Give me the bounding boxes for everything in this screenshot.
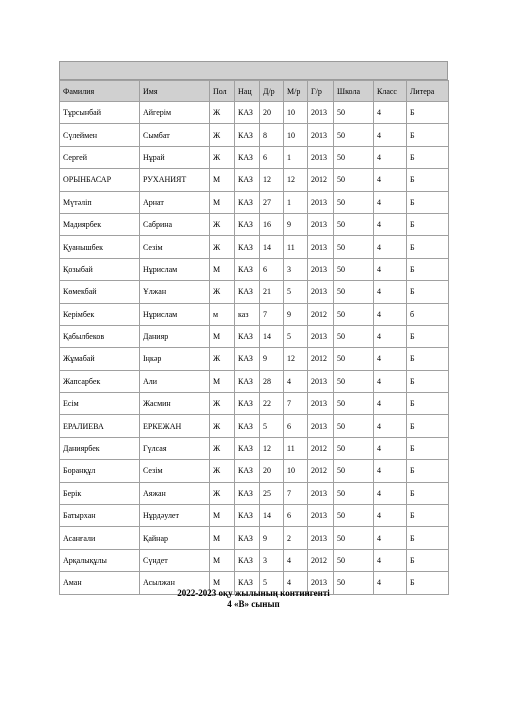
table-row [60, 393, 449, 415]
cell-letter: Б [407, 102, 449, 124]
cell-birth-month: 5 [284, 281, 308, 303]
cell-birth-year: 2013 [308, 146, 334, 168]
cell-birth-month: 4 [284, 549, 308, 571]
cell-gender: Ж [210, 124, 235, 146]
cell-grade: 4 [374, 437, 407, 459]
cell-letter: Б [407, 281, 449, 303]
cell-birth-year: 2013 [308, 213, 334, 235]
cell-gender: М [210, 527, 235, 549]
cell-surname: Көмекбай [60, 281, 140, 303]
cell-birth-day: 5 [260, 572, 284, 594]
cell-school: 50 [334, 437, 374, 459]
cell-birth-day: 27 [260, 191, 284, 213]
cell-birth-month: 12 [284, 348, 308, 370]
col-header-birth-year: Г/р [308, 81, 334, 102]
cell-name: Арнат [140, 191, 210, 213]
cell-name: Сабрина [140, 213, 210, 235]
table-row [60, 303, 449, 325]
cell-birth-month: 10 [284, 102, 308, 124]
cell-letter: Б [407, 460, 449, 482]
cell-gender: Ж [210, 348, 235, 370]
cell-birth-year: 2012 [308, 549, 334, 571]
cell-birth-year: 2013 [308, 236, 334, 258]
cell-letter: Б [407, 236, 449, 258]
col-header-surname: Фамилия [60, 81, 140, 102]
cell-surname: Батырхан [60, 505, 140, 527]
cell-nationality: КАЗ [235, 393, 260, 415]
cell-nationality: КАЗ [235, 146, 260, 168]
cell-school: 50 [334, 146, 374, 168]
cell-grade: 4 [374, 102, 407, 124]
cell-surname: Асанғали [60, 527, 140, 549]
cell-name: Сымбат [140, 124, 210, 146]
cell-nationality: КАЗ [235, 348, 260, 370]
cell-birth-day: 14 [260, 325, 284, 347]
cell-grade: 4 [374, 348, 407, 370]
cell-gender: М [210, 505, 235, 527]
table-row [60, 482, 449, 504]
cell-letter: Б [407, 213, 449, 235]
cell-letter: Б [407, 348, 449, 370]
cell-birth-month: 10 [284, 460, 308, 482]
cell-school: 50 [334, 102, 374, 124]
cell-birth-month: 5 [284, 325, 308, 347]
cell-birth-year: 2013 [308, 281, 334, 303]
table-body [60, 102, 449, 595]
cell-letter: б [407, 303, 449, 325]
cell-school: 50 [334, 348, 374, 370]
cell-nationality: КАЗ [235, 505, 260, 527]
table-row [60, 527, 449, 549]
cell-birth-month: 1 [284, 146, 308, 168]
cell-surname: Есім [60, 393, 140, 415]
cell-gender: М [210, 191, 235, 213]
cell-nationality: КАЗ [235, 124, 260, 146]
cell-nationality: КАЗ [235, 191, 260, 213]
cell-birth-year: 2012 [308, 460, 334, 482]
cell-birth-day: 22 [260, 393, 284, 415]
col-header-gender: Пол [210, 81, 235, 102]
cell-grade: 4 [374, 460, 407, 482]
cell-name: Нұрислам [140, 303, 210, 325]
cell-letter: Б [407, 146, 449, 168]
cell-nationality: каз [235, 303, 260, 325]
cell-letter: Б [407, 549, 449, 571]
cell-grade: 4 [374, 505, 407, 527]
table-row [60, 102, 449, 124]
cell-gender: М [210, 549, 235, 571]
cell-birth-month: 2 [284, 527, 308, 549]
cell-birth-year: 2012 [308, 303, 334, 325]
cell-birth-month: 12 [284, 169, 308, 191]
cell-birth-month: 7 [284, 482, 308, 504]
cell-letter: Б [407, 393, 449, 415]
cell-name: Қайнар [140, 527, 210, 549]
cell-nationality: КАЗ [235, 460, 260, 482]
table-row [60, 348, 449, 370]
cell-grade: 4 [374, 213, 407, 235]
cell-school: 50 [334, 415, 374, 437]
cell-gender: Ж [210, 437, 235, 459]
cell-surname: ОРЫНБАСАР [60, 169, 140, 191]
cell-birth-day: 28 [260, 370, 284, 392]
cell-surname: Жапсарбек [60, 370, 140, 392]
cell-letter: Б [407, 572, 449, 594]
cell-gender: М [210, 258, 235, 280]
cell-gender: Ж [210, 415, 235, 437]
cell-birth-month: 7 [284, 393, 308, 415]
cell-school: 50 [334, 370, 374, 392]
cell-nationality: КАЗ [235, 482, 260, 504]
cell-school: 50 [334, 527, 374, 549]
col-header-birth-month: М/р [284, 81, 308, 102]
cell-school: 50 [334, 236, 374, 258]
cell-nationality: КАЗ [235, 325, 260, 347]
table-row [60, 370, 449, 392]
cell-school: 50 [334, 549, 374, 571]
cell-gender: М [210, 169, 235, 191]
cell-birth-year: 2013 [308, 325, 334, 347]
cell-nationality: КАЗ [235, 213, 260, 235]
cell-grade: 4 [374, 303, 407, 325]
cell-surname: Қабылбеков [60, 325, 140, 347]
cell-gender: м [210, 303, 235, 325]
cell-gender: М [210, 370, 235, 392]
cell-grade: 4 [374, 325, 407, 347]
cell-nationality: КАЗ [235, 169, 260, 191]
cell-birth-year: 2012 [308, 437, 334, 459]
cell-gender: Ж [210, 482, 235, 504]
cell-grade: 4 [374, 281, 407, 303]
cell-surname: Сергей [60, 146, 140, 168]
table-row [60, 549, 449, 571]
cell-birth-day: 3 [260, 549, 284, 571]
table-row [60, 258, 449, 280]
cell-name: Сезім [140, 236, 210, 258]
cell-surname: Керімбек [60, 303, 140, 325]
cell-name: Аяжан [140, 482, 210, 504]
cell-grade: 4 [374, 393, 407, 415]
cell-letter: Б [407, 258, 449, 280]
cell-grade: 4 [374, 527, 407, 549]
cell-school: 50 [334, 191, 374, 213]
cell-birth-year: 2012 [308, 348, 334, 370]
cell-gender: Ж [210, 102, 235, 124]
cell-gender: Ж [210, 460, 235, 482]
cell-birth-month: 3 [284, 258, 308, 280]
table-row [60, 236, 449, 258]
cell-birth-day: 12 [260, 437, 284, 459]
cell-birth-year: 2013 [308, 482, 334, 504]
cell-surname: ЕРАЛИЕВА [60, 415, 140, 437]
cell-gender: Ж [210, 213, 235, 235]
caption-class: 4 «В» сынып [227, 599, 280, 609]
cell-birth-day: 14 [260, 236, 284, 258]
cell-nationality: КАЗ [235, 236, 260, 258]
col-header-name: Имя [140, 81, 210, 102]
cell-gender: М [210, 572, 235, 594]
cell-name: Данияр [140, 325, 210, 347]
cell-birth-month: 6 [284, 415, 308, 437]
cell-school: 50 [334, 303, 374, 325]
cell-birth-day: 5 [260, 415, 284, 437]
table-row [60, 415, 449, 437]
cell-grade: 4 [374, 572, 407, 594]
cell-birth-month: 11 [284, 236, 308, 258]
cell-surname: Мүтәліп [60, 191, 140, 213]
table-row [60, 505, 449, 527]
cell-school: 50 [334, 482, 374, 504]
table-row [60, 281, 449, 303]
cell-birth-month: 4 [284, 572, 308, 594]
cell-birth-year: 2013 [308, 258, 334, 280]
cell-birth-day: 7 [260, 303, 284, 325]
col-header-birth-day: Д/р [260, 81, 284, 102]
table-top-bar [59, 61, 448, 80]
cell-grade: 4 [374, 191, 407, 213]
cell-surname: Боранқұл [60, 460, 140, 482]
cell-name: Али [140, 370, 210, 392]
cell-birth-year: 2013 [308, 393, 334, 415]
cell-surname: Сүлеймен [60, 124, 140, 146]
cell-birth-day: 20 [260, 102, 284, 124]
cell-nationality: КАЗ [235, 370, 260, 392]
cell-gender: М [210, 325, 235, 347]
cell-nationality: КАЗ [235, 102, 260, 124]
cell-name: РУХАНИЯТ [140, 169, 210, 191]
cell-birth-day: 8 [260, 124, 284, 146]
cell-letter: Б [407, 437, 449, 459]
cell-nationality: КАЗ [235, 415, 260, 437]
cell-name: Айгерім [140, 102, 210, 124]
cell-grade: 4 [374, 370, 407, 392]
cell-name: Сүндет [140, 549, 210, 571]
cell-grade: 4 [374, 258, 407, 280]
cell-name: Іңкәр [140, 348, 210, 370]
table-row [60, 146, 449, 168]
cell-nationality: КАЗ [235, 437, 260, 459]
cell-birth-day: 9 [260, 527, 284, 549]
cell-letter: Б [407, 325, 449, 347]
cell-birth-day: 6 [260, 146, 284, 168]
cell-birth-day: 20 [260, 460, 284, 482]
cell-birth-month: 4 [284, 370, 308, 392]
cell-letter: Б [407, 191, 449, 213]
cell-birth-day: 12 [260, 169, 284, 191]
cell-school: 50 [334, 124, 374, 146]
cell-nationality: КАЗ [235, 549, 260, 571]
cell-surname: Қуанышбек [60, 236, 140, 258]
table-row [60, 169, 449, 191]
cell-name: Нұрдәулет [140, 505, 210, 527]
cell-school: 50 [334, 213, 374, 235]
cell-birth-day: 14 [260, 505, 284, 527]
cell-nationality: КАЗ [235, 281, 260, 303]
table-row [60, 437, 449, 459]
cell-surname: Мадиярбек [60, 213, 140, 235]
cell-birth-year: 2013 [308, 572, 334, 594]
cell-birth-year: 2013 [308, 370, 334, 392]
cell-surname: Даниярбек [60, 437, 140, 459]
student-roster-table [59, 80, 449, 595]
cell-name: Жасмин [140, 393, 210, 415]
cell-school: 50 [334, 393, 374, 415]
cell-surname: Қозыбай [60, 258, 140, 280]
cell-birth-year: 2013 [308, 527, 334, 549]
cell-name: Сезім [140, 460, 210, 482]
cell-gender: Ж [210, 393, 235, 415]
table-row [60, 213, 449, 235]
cell-birth-year: 2013 [308, 191, 334, 213]
table-row [60, 124, 449, 146]
cell-birth-month: 6 [284, 505, 308, 527]
col-header-nationality: Нац [235, 81, 260, 102]
cell-letter: Б [407, 415, 449, 437]
cell-birth-year: 2013 [308, 102, 334, 124]
cell-gender: Ж [210, 146, 235, 168]
cell-school: 50 [334, 460, 374, 482]
table-row [60, 325, 449, 347]
cell-surname: Жұмабай [60, 348, 140, 370]
cell-birth-day: 6 [260, 258, 284, 280]
cell-school: 50 [334, 505, 374, 527]
cell-birth-year: 2013 [308, 505, 334, 527]
caption-academic-year: 2022-2023 оқу жылының контингенті [177, 588, 330, 598]
cell-birth-day: 25 [260, 482, 284, 504]
cell-school: 50 [334, 258, 374, 280]
cell-birth-year: 2013 [308, 124, 334, 146]
cell-grade: 4 [374, 124, 407, 146]
col-header-letter: Литера [407, 81, 449, 102]
cell-letter: Б [407, 169, 449, 191]
cell-birth-month: 10 [284, 124, 308, 146]
cell-grade: 4 [374, 146, 407, 168]
table-row [60, 191, 449, 213]
cell-name: Нұрислам [140, 258, 210, 280]
cell-grade: 4 [374, 169, 407, 191]
cell-gender: Ж [210, 281, 235, 303]
cell-birth-month: 11 [284, 437, 308, 459]
cell-letter: Б [407, 527, 449, 549]
cell-gender: Ж [210, 236, 235, 258]
cell-letter: Б [407, 370, 449, 392]
cell-school: 50 [334, 572, 374, 594]
cell-birth-year: 2013 [308, 415, 334, 437]
cell-nationality: КАЗ [235, 258, 260, 280]
cell-letter: Б [407, 505, 449, 527]
cell-surname: Тұрсынбай [60, 102, 140, 124]
cell-school: 50 [334, 325, 374, 347]
cell-name: Гүлсая [140, 437, 210, 459]
cell-name: Ұлжан [140, 281, 210, 303]
cell-letter: Б [407, 482, 449, 504]
cell-name: ЕРКЕЖАН [140, 415, 210, 437]
cell-school: 50 [334, 169, 374, 191]
cell-birth-day: 21 [260, 281, 284, 303]
cell-school: 50 [334, 281, 374, 303]
cell-birth-day: 9 [260, 348, 284, 370]
cell-surname: Берік [60, 482, 140, 504]
cell-grade: 4 [374, 549, 407, 571]
cell-grade: 4 [374, 482, 407, 504]
col-header-school: Школа [334, 81, 374, 102]
table-row [60, 460, 449, 482]
cell-nationality: КАЗ [235, 572, 260, 594]
cell-letter: Б [407, 124, 449, 146]
cell-birth-year: 2012 [308, 169, 334, 191]
cell-grade: 4 [374, 236, 407, 258]
cell-grade: 4 [374, 415, 407, 437]
cell-nationality: КАЗ [235, 527, 260, 549]
cell-surname: Аман [60, 572, 140, 594]
cell-birth-month: 1 [284, 191, 308, 213]
cell-birth-day: 16 [260, 213, 284, 235]
cell-surname: Арқалықұлы [60, 549, 140, 571]
cell-name: Асылжан [140, 572, 210, 594]
cell-name: Нұрай [140, 146, 210, 168]
col-header-grade: Класс [374, 81, 407, 102]
cell-birth-month: 9 [284, 213, 308, 235]
cell-birth-month: 9 [284, 303, 308, 325]
header-row [60, 81, 449, 102]
